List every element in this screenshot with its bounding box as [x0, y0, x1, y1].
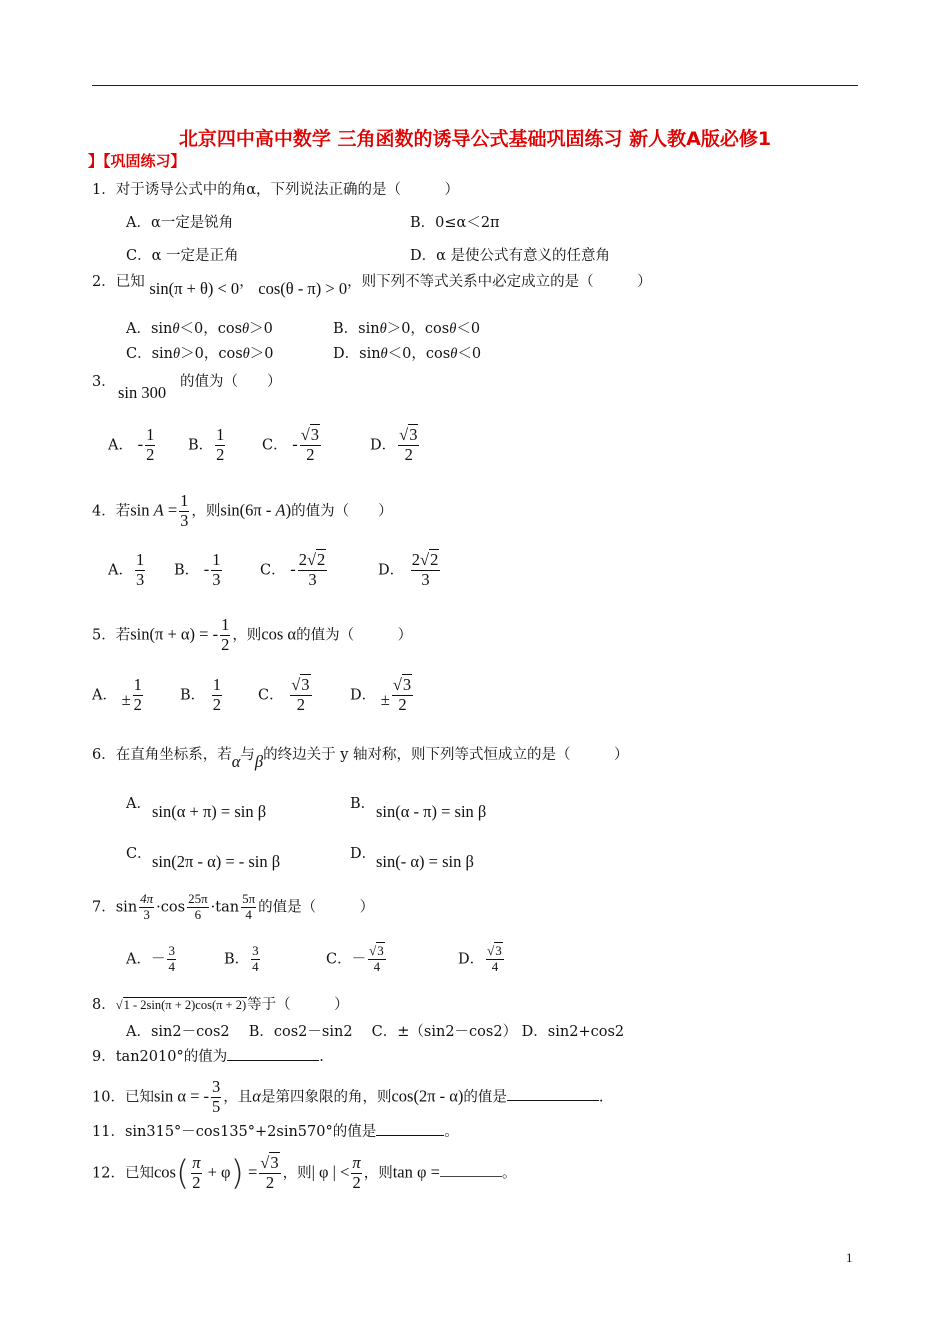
q3-prompt: 的值为（ ）	[180, 374, 282, 390]
page-number: 1	[846, 1250, 853, 1265]
question-6: 6．在直角坐标系，若α与β的终边关于 y 轴对称，则下列等式恒成立的是（ ）	[92, 747, 629, 771]
q4-option-a[interactable]: A． $\frac{1}{3}$	[108, 550, 145, 589]
q8-radical: 1 - 2sin(π + 2)cos(π + 2)	[123, 998, 247, 1012]
question-11: 11．sin315°－cos135°+2sin570°的值是 。	[92, 1120, 459, 1141]
document-title: 北京四中高中数学 三角函数的诱导公式基础巩固练习 新人教A版必修1	[178, 128, 772, 150]
q6-option-d[interactable]: sin(- α) = sin β	[376, 852, 474, 871]
q12-answer-blank[interactable]	[440, 1168, 502, 1177]
q6-option-c[interactable]: sin(2π - α) = - sin β	[152, 852, 281, 871]
question-4: 4．若sin A = $\frac{1}{3}$ ，则sin(6π - A)的值为（ ）	[92, 491, 393, 530]
q11-answer-blank[interactable]	[376, 1121, 444, 1136]
q1-option-d[interactable]: D．α 是使公式有意义的任意角	[410, 248, 611, 264]
q2-condition-2: cos(θ - π) > 0	[258, 279, 348, 298]
q2-option-d[interactable]: D．sinθ＜0，cosθ＜0	[333, 346, 482, 362]
question-3: 3．	[92, 374, 116, 390]
q3-expression: sin 300	[118, 383, 167, 402]
question-10: 10．已知sin α = - $\frac{3}{5}$ ，且α是第四象限的角，则cos(2π - α)的值是 .	[92, 1077, 604, 1116]
question-12: 12．已知cos( $\frac{\pi}{2}$ + φ) = $\frac{√3}{2}$ ，则| φ | < $\frac{\pi}{2}$ ，则tan φ = 。	[92, 1153, 517, 1194]
question-9: 9．tan2010°的值为 .	[92, 1045, 324, 1066]
q6-option-b-label: B．	[350, 796, 376, 812]
q3-option-a[interactable]: A． - $\frac{1}{2}$	[108, 425, 155, 464]
q6-option-b[interactable]: sin(α - π) = sin β	[376, 802, 487, 821]
q4-option-c[interactable]: C． - $\frac{2√2}{3}$	[260, 550, 326, 589]
q4-option-b[interactable]: B． - $\frac{1}{3}$	[174, 550, 221, 589]
question-2: 2．已知 sin(π + θ) < 0， cos(θ - π) > 0，则下列不等式关系中必定成立的是（ ）	[92, 274, 652, 298]
header-rule	[92, 85, 858, 86]
q1-option-c[interactable]: C．α 一定是正角	[126, 248, 239, 264]
q10-answer-blank[interactable]	[507, 1086, 599, 1101]
q7-option-a[interactable]: A．－ $\frac{3}{4}$	[126, 943, 175, 974]
q6-option-a[interactable]: sin(α + π) = sin β	[152, 802, 267, 821]
section-label: 】【巩固练习】	[88, 152, 186, 170]
q6-option-d-label: D．	[350, 846, 377, 862]
q9-answer-blank[interactable]	[227, 1046, 319, 1061]
q7-option-d[interactable]: D． $\frac{√3}{4}$	[458, 943, 502, 974]
q2-condition-1: sin(π + θ) < 0	[149, 279, 240, 298]
q2-option-c[interactable]: C．sinθ＞0，cosθ＞0	[126, 346, 274, 362]
q4-option-d[interactable]: D． $\frac{2√2}{3}$	[378, 550, 439, 589]
q5-option-c[interactable]: C． $\frac{√3}{2}$	[258, 675, 310, 714]
q6-option-c-label: C．	[126, 846, 152, 862]
q6-option-a-label: A．	[126, 796, 151, 812]
q3-option-b[interactable]: B． $\frac{1}{2}$	[188, 425, 225, 464]
question-8: 8．√1 - 2sin(π + 2)cos(π + 2)等于（ ）	[92, 997, 349, 1013]
q3-option-d[interactable]: D． $\frac{√3}{2}$	[370, 425, 418, 464]
q1-option-a[interactable]: A．α一定是锐角	[126, 215, 234, 231]
question-5: 5．若sin(π + α) = - $\frac{1}{2}$ ，则cos α的值为（ ）	[92, 615, 413, 654]
question-1-text: 对于诱导公式中的角α，下列说法正确的是（ ）	[115, 182, 460, 198]
question-1: 1．对于诱导公式中的角α，下列说法正确的是（ ）	[92, 182, 460, 198]
q3-option-c[interactable]: C． - $\frac{√3}{2}$	[262, 425, 320, 464]
q5-option-b[interactable]: B． $\frac{1}{2}$	[180, 675, 222, 714]
q1-option-b[interactable]: B．0≤α＜2π	[410, 215, 500, 231]
q7-option-c[interactable]: C．－ $\frac{√3}{4}$	[326, 943, 384, 974]
q2-option-a[interactable]: A．sinθ＜0，cosθ＞0	[126, 321, 273, 337]
q8-options[interactable]: A．sin2－cos2 B．cos2－sin2 C．±（sin2－cos2） D．sin2+cos2	[126, 1024, 625, 1040]
q5-option-d[interactable]: D． ± $\frac{√3}{2}$	[350, 675, 412, 714]
q2-option-b[interactable]: B．sinθ＞0，cosθ＜0	[333, 321, 481, 337]
q5-option-a[interactable]: A． ± $\frac{1}{2}$	[92, 675, 142, 714]
question-7: 7．sin $\frac{4\pi}{3}$ ·cos $\frac{25\pi}{6}$ ·tan $\frac{5\pi}{4}$ 的值是（ ）	[92, 891, 375, 922]
q7-option-b[interactable]: B． $\frac{3}{4}$	[224, 943, 259, 974]
